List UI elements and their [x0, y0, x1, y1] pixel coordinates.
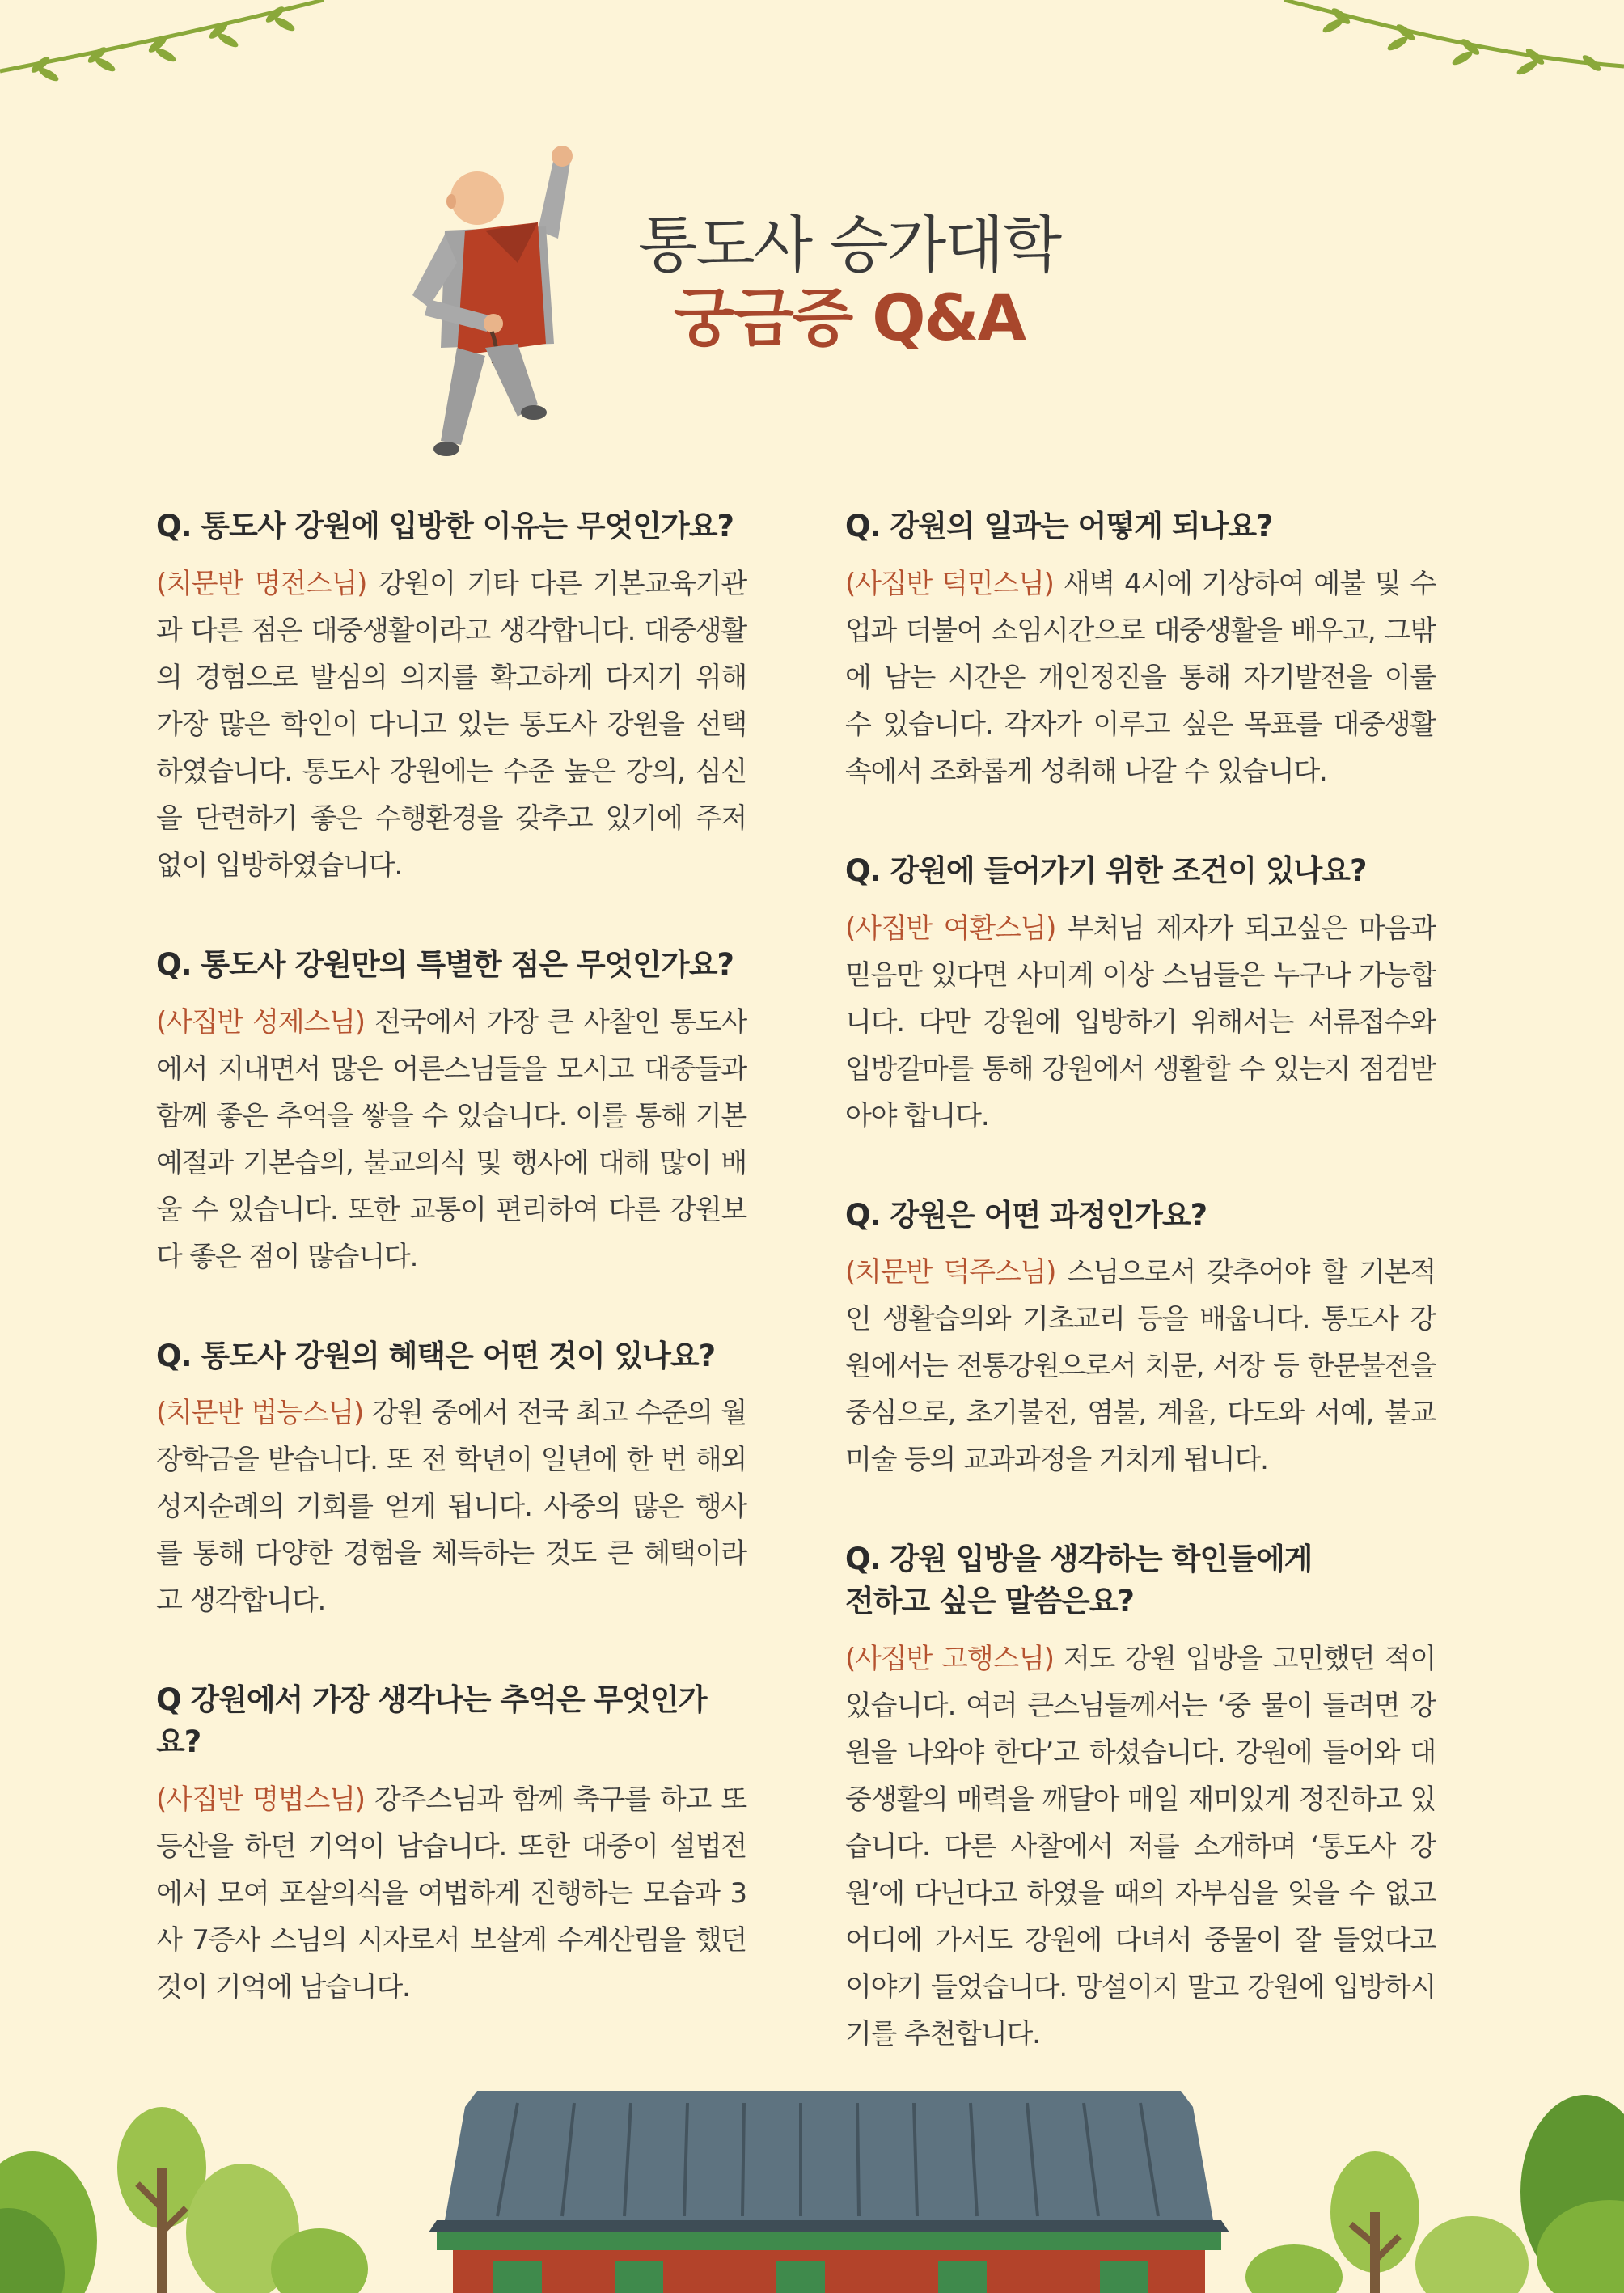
question: Q. 강원에 들어가기 위한 조건이 있나요?	[845, 852, 1367, 888]
qa-item	[845, 1538, 1436, 2058]
qa-item	[845, 850, 1436, 1140]
question: Q. 강원은 어떤 과정인가요?	[845, 1197, 1207, 1233]
vine-branch-right-icon	[1268, 0, 1624, 89]
page-title: 통도사 승가대학	[637, 209, 1061, 281]
speaker: (사집반 여환스님)	[845, 912, 1056, 945]
question: Q. 통도사 강원의 혜택은 어떤 것이 있나요?	[156, 1338, 716, 1373]
monk-illustration-icon	[396, 142, 582, 473]
answer-text: 부처님 제자가 되고싶은 마음과 믿음만 있다면 사미계 이상 스님들은 누구나 가능합니다. 다만 강원에 입방하기 위해서는 서류접수와 입방갈마를 통해 강원에서 생활할 수 있는지 점검받아야 합니다.	[845, 912, 1436, 1132]
qa-item	[845, 1195, 1436, 1484]
answer-text: 전국에서 가장 큰 사찰인 통도사에서 지내면서 많은 어른스님들을 모시고 대중들과 함께 좋은 추억을 쌓을 수 있습니다. 이를 통해 기본예절과 기본습의, 불교의식 및 행사에 대해 많이 배울 수 있습니다. 또한 교통이 편리하여 다른 강원보다 좋은 점이 많습니다.	[156, 1005, 746, 1273]
temple-scenery-icon	[0, 2071, 1624, 2293]
answer-text: 저도 강원 입방을 고민했던 적이 있습니다. 여러 큰스님들께서는 ‘중 물이 들려면 강원을 나와야 한다’고 하셨습니다. 강원에 들어와 대중생활의 매력을 깨달아 매일 재미있게 정진하고 있습니다. 다른 사찰에서 저를 소개하며 ‘통도사 강원’에 다닌다고 하였을 때의 자부심을 잊을 수 없고 어디에 가서도 강원에 다녀서 중물이 잘 들었다고 이야기 들었습니다. 망설이지 말고 강원에 입방하시기를 추천합니다.	[845, 1642, 1436, 2050]
qa-item	[156, 944, 746, 1280]
qa-item	[156, 1679, 746, 2011]
question: Q. 통도사 강원에 입방한 이유는 무엇인가요?	[156, 509, 734, 544]
answer	[156, 1390, 746, 1624]
answer	[845, 561, 1436, 795]
speaker: (사집반 명법스님)	[156, 1783, 365, 1816]
speaker: (사집반 고행스님)	[845, 1642, 1054, 1675]
speaker: (사집반 성제스님)	[156, 1005, 365, 1039]
vine-branch-left-icon	[0, 0, 340, 89]
page-subtitle: 궁금증 Q&A	[674, 282, 1025, 355]
speaker: (치문반 덕주스님)	[845, 1256, 1056, 1289]
answer	[845, 1635, 1436, 2058]
question: Q. 강원 입방을 생각하는 학인들에게 전하고 싶은 말씀은요?	[845, 1542, 1313, 1619]
question: Q 강원에서 가장 생각나는 추억은 무엇인가요?	[156, 1682, 707, 1760]
answer-text: 강원 중에서 전국 최고 수준의 월장학금을 받습니다. 또 전 학년이 일년에 한 번 해외 성지순례의 기회를 얻게 됩니다. 사중의 많은 행사를 통해 다양한 경험을 체득하는 것도 큰 혜택이라고 생각합니다.	[156, 1397, 746, 1618]
answer	[156, 561, 746, 889]
right-column	[845, 506, 1436, 2113]
answer-text: 스님으로서 갖추어야 할 기본적인 생활습의와 기초교리 등을 배웁니다. 통도사 강원에서는 전통강원으로서 치문, 서장 등 한문불전을 중심으로, 초기불전, 염불, 계율, 다도와 서예, 불교미술 등의 교과과정을 거치게 됩니다.	[845, 1256, 1436, 1477]
speaker: (치문반 법능스님)	[156, 1397, 364, 1430]
left-column	[156, 506, 746, 2066]
qa-item	[156, 1335, 746, 1625]
speaker: (치문반 명전스님)	[156, 567, 367, 600]
answer	[156, 999, 746, 1280]
qa-item	[156, 506, 746, 889]
qa-item	[845, 506, 1436, 795]
answer	[845, 1249, 1436, 1483]
speaker: (사집반 덕민스님)	[845, 567, 1054, 600]
question: Q. 통도사 강원만의 특별한 점은 무엇인가요?	[156, 946, 734, 982]
question: Q. 강원의 일과는 어떻게 되나요?	[845, 509, 1273, 544]
answer-text: 강원이 기타 다른 기본교육기관과 다른 점은 대중생활이라고 생각합니다. 대중생활의 경험으로 발심의 의지를 확고하게 다지기 위해 가장 많은 학인이 다니고 있는 통도사 강원을 선택하였습니다. 통도사 강원에는 수준 높은 강의, 심신을 단련하기 좋은 수행환경을 갖추고 있기에 주저 없이 입방하였습니다.	[156, 567, 746, 882]
answer	[845, 905, 1436, 1140]
answer-text: 강주스님과 함께 축구를 하고 또 등산을 하던 기억이 남습니다. 또한 대중이 설법전에서 모여 포살의식을 여법하게 진행하는 모습과 3사 7증사 스님의 시자로서 보살계 수계산림을 했던 것이 기억에 남습니다.	[156, 1783, 746, 2003]
answer-text: 새벽 4시에 기상하여 예불 및 수업과 더불어 소임시간으로 대중생활을 배우고, 그밖에 남는 시간은 개인정진을 통해 자기발전을 이룰 수 있습니다. 각자가 이루고 싶은 목표를 대중생활 속에서 조화롭게 성취해 나갈 수 있습니다.	[845, 567, 1436, 788]
title-block	[566, 206, 1132, 356]
answer	[156, 1776, 746, 2011]
